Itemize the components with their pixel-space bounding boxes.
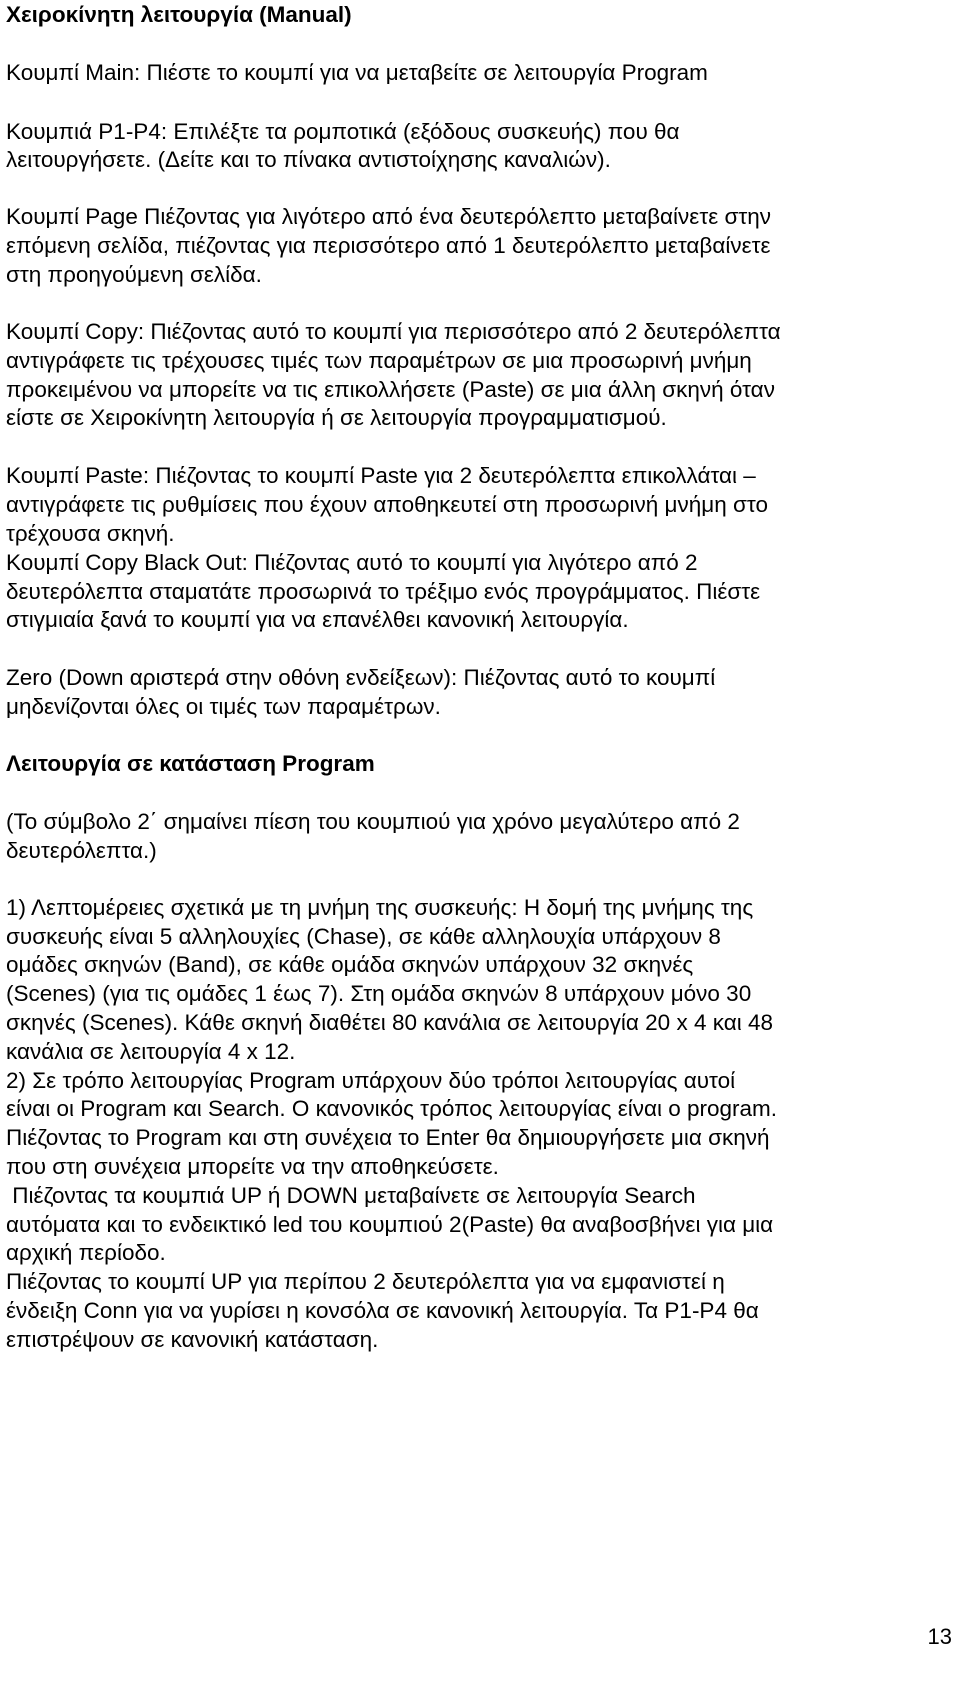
text-line: αντιγράφετε τις ρυθμίσεις που έχουν αποθηκευτεί στη προσωρινή μνήμη στο [6, 492, 768, 517]
heading-program-mode: Λειτουργία σε κατάσταση Program [6, 751, 375, 776]
text-line: μηδενίζονται όλες οι τιμές των παραμέτρων. [6, 694, 441, 719]
text-line: στη προηγούμενη σελίδα. [6, 262, 262, 287]
text-line: Πιέζοντας το κουμπί UP για περίπου 2 δευτερόλεπτα για να εμφανιστεί η [6, 1269, 725, 1294]
text-line: σκηνές (Scenes). Κάθε σκηνή διαθέτει 80 κανάλια σε λειτουργία 20 x 4 και 48 [6, 1010, 773, 1035]
text-line: επιστρέψουν σε κανονική κατάσταση. [6, 1327, 379, 1352]
text-line: τρέχουσα σκηνή. [6, 521, 175, 546]
page-number: 13 [927, 1624, 952, 1649]
text-line: Πιέζοντας το Program και στη συνέχεια το Enter θα δημιουργήσετε μια σκηνή [6, 1125, 770, 1150]
text-line: στιγμιαία ξανά το κουμπί για να επανέλθει κανονική λειτουργία. [6, 607, 629, 632]
text-line: αντιγράφετε τις τρέχουσες τιμές των παραμέτρων σε μια προσωρινή μνήμη [6, 348, 752, 373]
text-line: συσκευής είναι 5 αλληλουχίες (Chase), σε κάθε αλληλουχία υπάρχουν 8 [6, 924, 721, 949]
text-line: 1) Λεπτομέρειες σχετικά με τη μνήμη της συσκευής: Η δομή της μνήμης της [6, 895, 754, 920]
text-line: Κουμπί Copy Black Out: Πιέζοντας αυτό το κουμπί για λιγότερο από 2 [6, 550, 698, 575]
text-line: είναι οι Program και Search. Ο κανονικός τρόπος λειτουργίας είναι ο program. [6, 1096, 778, 1121]
text-line: επόμενη σελίδα, πιέζοντας για περισσότερο από 1 δευτερόλεπτο μεταβαίνετε [6, 233, 771, 258]
text-line: που στη συνέχεια μπορείτε να την αποθηκεύσετε. [6, 1154, 499, 1179]
text-line: Zero (Down αριστερά στην οθόνη ενδείξεων): Πιέζοντας αυτό το κουμπί [6, 665, 716, 690]
text-line: λειτουργήσετε. (Δείτε και το πίνακα αντιστοίχησης καναλιών). [6, 147, 611, 172]
text-line: (Το σύμβολο 2΄ σημαίνει πίεση του κουμπιού για χρόνο μεγαλύτερο από 2 [6, 809, 740, 834]
text-line: (Scenes) (για τις ομάδες 1 έως 7). Στη ομάδα σκηνών 8 υπάρχουν μόνο 30 [6, 981, 752, 1006]
heading-manual-mode: Χειροκίνητη λειτουργία (Manual) [6, 2, 352, 27]
paragraph-main-button: Κουμπί Main: Πιέστε το κουμπί για να μεταβείτε σε λειτουργία Program [6, 60, 708, 85]
text-line: είστε σε Χειροκίνητη λειτουργία ή σε λειτουργία προγραμματισμού. [6, 405, 667, 430]
text-line: Πιέζοντας τα κουμπιά UP ή DOWN μεταβαίνετε σε λειτουργία Search [6, 1183, 696, 1208]
text-line: κανάλια σε λειτουργία 4 x 12. [6, 1039, 296, 1064]
text-line: Κουμπί Copy: Πιέζοντας αυτό το κουμπί για περισσότερο από 2 δευτερόλεπτα [6, 319, 781, 344]
text-line: δευτερόλεπτα σταματάτε προσωρινά το τρέξιμο ενός προγράμματος. Πιέστε [6, 579, 761, 604]
text-line: 2) Σε τρόπο λειτουργίας Program υπάρχουν δύο τρόποι λειτουργίας αυτοί [6, 1068, 736, 1093]
text-line: ομάδες σκηνών (Band), σε κάθε ομάδα σκηνών υπάρχουν 32 σκηνές [6, 952, 694, 977]
text-line: προκειμένου να μπορείτε να τις επικολλήσετε (Paste) σε μια άλλη σκηνή όταν [6, 377, 775, 402]
text-line: Κουμπί Paste: Πιέζοντας το κουμπί Paste για 2 δευτερόλεπτα επικολλάται – [6, 463, 756, 488]
text-line: ένδειξη Conn για να γυρίσει η κονσόλα σε κανονική λειτουργία. Τα P1-P4 θα [6, 1298, 759, 1323]
text-line: αρχική περίοδο. [6, 1240, 166, 1265]
text-line: Κουμπί Page Πιέζοντας για λιγότερο από ένα δευτερόλεπτο μεταβαίνετε στην [6, 204, 772, 229]
text-line: αυτόματα και το ενδεικτικό led του κουμπιού 2(Paste) θα αναβοσβήνει για μια [6, 1212, 774, 1237]
text-line: Κουμπιά P1-P4: Επιλέξτε τα ρομποτικά (εξόδους συσκευής) που θα [6, 119, 680, 144]
text-line: δευτερόλεπτα.) [6, 838, 157, 863]
